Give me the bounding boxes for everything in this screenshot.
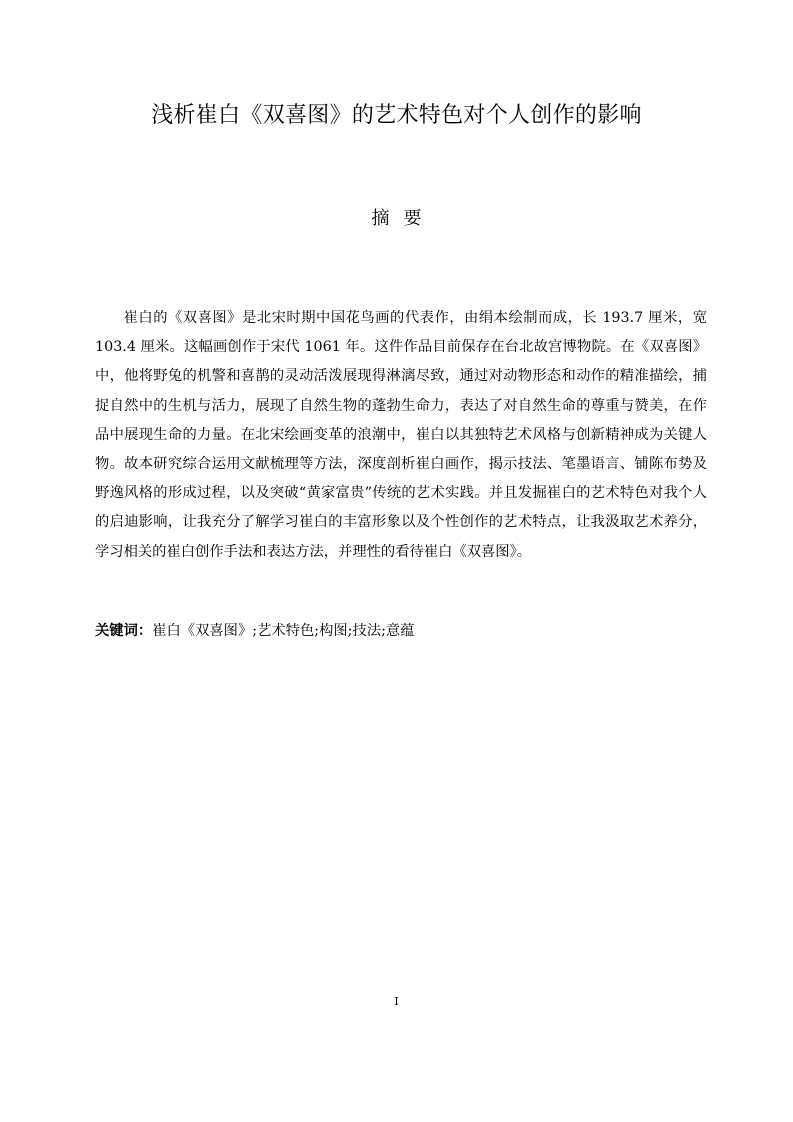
keywords-line — [95, 618, 707, 644]
abstract-body: 崔白的《双喜图》是北宋时期中国花鸟画的代表作，由绢本绘制而成，长 193.7 厘米，宽 103.4 厘米。这幅画创作于宋代 1061 年。这件作品目前保存在台北故宫博物院。在《双喜图》中，他将野兔的机警和喜鹊的灵动活泼展现得淋漓尽致，通过对动物形态和动作的精准描绘，捕捉自然中的生机与活力，展现了自然生物的蓬勃生命力，表达了对自然生命的尊重与赞美，在作品中展现生命的力量。在北宋绘画变革的浪潮中，崔白以其独特艺术风格与创新精神成为关键人物。故本研究综合运用文献梳理等方法，深度剖析崔白画作，揭示技法、笔墨语言、铺陈布势及野逸风格的形成过程，以及突破“黄家富贵”传统的艺术实践。并且发掘崔白的艺术特色对我个人的启迪影响，让我充分了解学习崔白的丰富形象以及个性创作的艺术特点，让我汲取艺术养分，学习相关的崔白创作手法和表达方法，并理性的看待崔白《双喜图》。 — [95, 310, 707, 560]
abstract-heading: 摘要 — [371, 208, 436, 229]
keywords-value: 崔白《双喜图》;艺术特色;构图;技法;意蕴 — [152, 623, 415, 639]
keywords-label: 关键词： — [95, 623, 153, 639]
page-number: I — [394, 995, 399, 1008]
paper-title: 浅析崔白《双喜图》的艺术特色对个人创作的影响 — [151, 103, 642, 128]
